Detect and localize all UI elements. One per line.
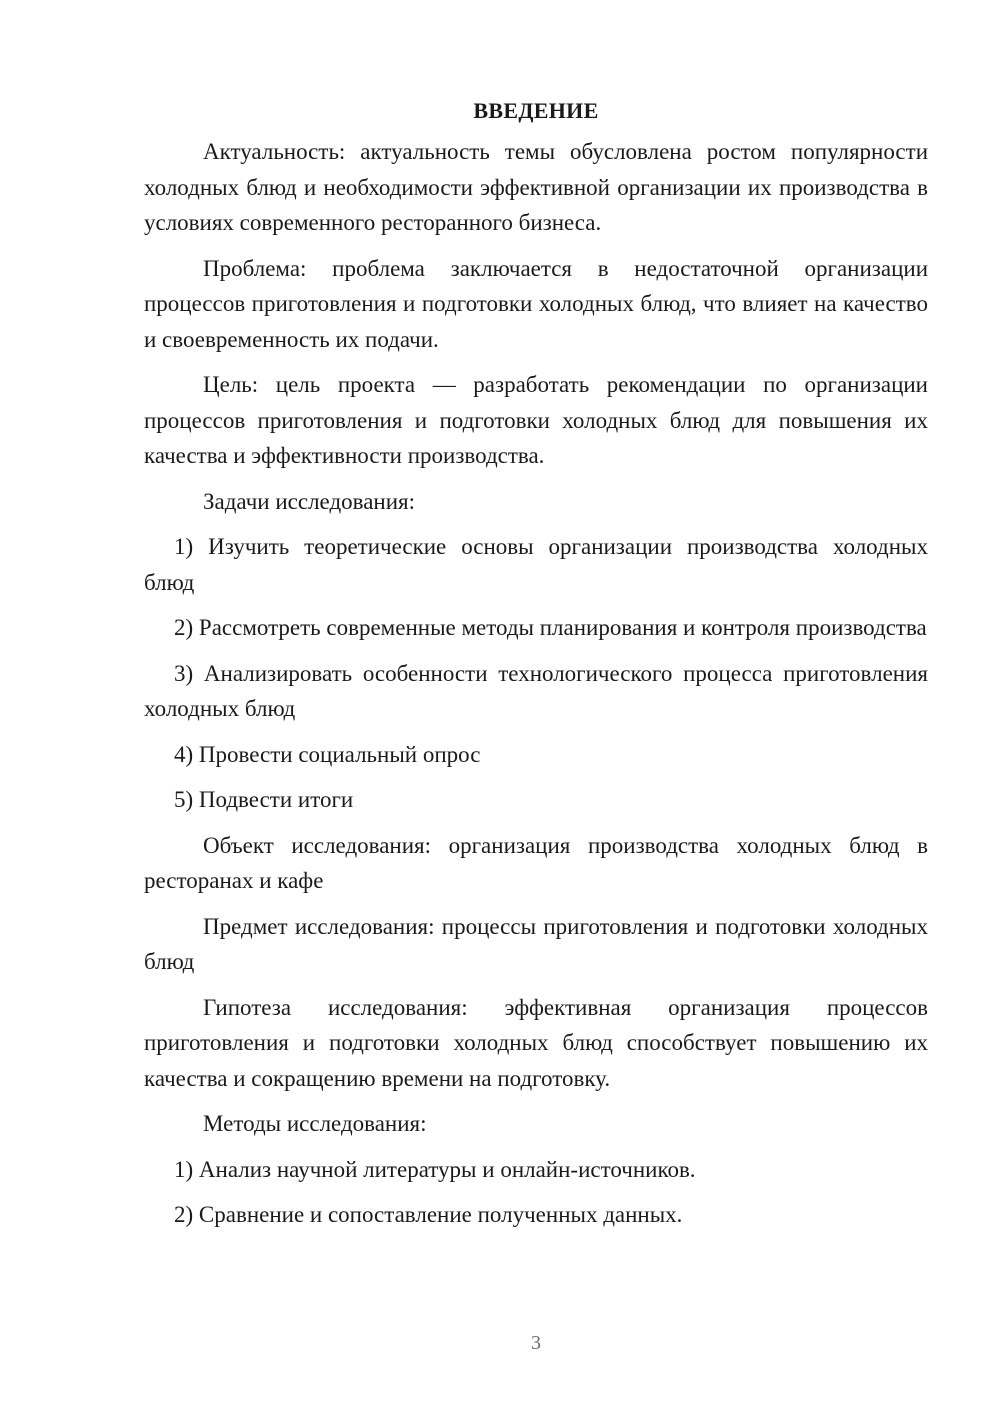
task-item-3: 3) Анализировать особенности технологического процесса приготовления холодных блюд [144, 660, 928, 721]
paragraph-hypothesis: Гипотеза исследования: эффективная организация процессов приготовления и подготовки холодных блюд способствует повышению их качества и сокращению времени на подготовку. [144, 994, 928, 1091]
task-item-5: 5) Подвести итоги [174, 787, 354, 812]
method-item-2: 2) Сравнение и сопоставление полученных данных. [174, 1202, 683, 1227]
paragraph-relevance: Актуальность: актуальность темы обусловлена ростом популярности холодных блюд и необходимости эффективной организации их производства в условиях современного ресторанного бизнеса. [144, 139, 928, 235]
task-item-2: 2) Рассмотреть современные методы планирования и контроля производства [174, 615, 927, 640]
task-item-4: 4) Провести социальный опрос [174, 741, 481, 767]
methods-heading: Методы исследования: [203, 1111, 427, 1136]
task-item-1: 1) Изучить теоретические основы организации производства холодных блюд [144, 534, 928, 595]
tasks-heading: Задачи исследования: [203, 488, 416, 514]
document-page [144, 96, 928, 1346]
paragraph-subject: Предмет исследования: процессы приготовления и подготовки холодных блюд [144, 913, 928, 974]
page-number: 3 [531, 1332, 541, 1354]
paragraph-object: Объект исследования: организация производства холодных блюд в ресторанах и кафе [144, 832, 928, 893]
paragraph-problem: Проблема: проблема заключается в недостаточной организации процессов приготовления и подготовки холодных блюд, что влияет на качество и своевременность их подачи. [144, 255, 928, 352]
section-title: ВВЕДЕНИЕ [473, 98, 599, 123]
method-item-1: 1) Анализ научной литературы и онлайн-источников. [174, 1156, 696, 1182]
paragraph-goal: Цель: цель проекта — разработать рекомендации по организации процессов приготовления и подготовки холодных блюд для повышения их качества и эффективности производства. [144, 372, 928, 468]
